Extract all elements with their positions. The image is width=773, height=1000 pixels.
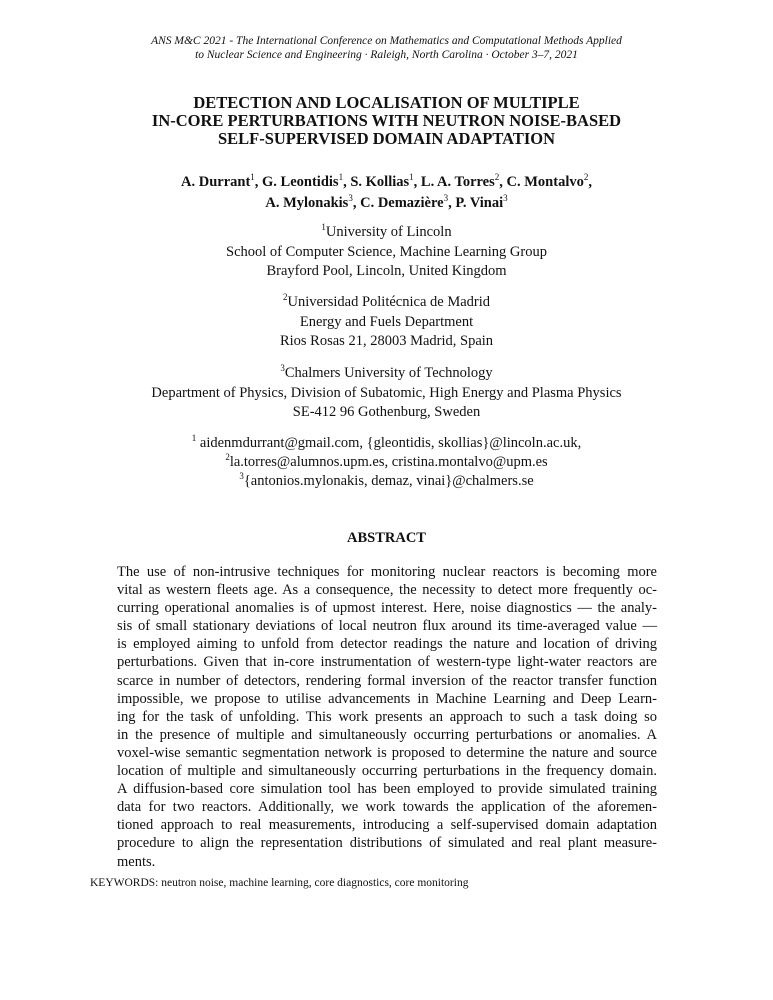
abstract-heading: ABSTRACT — [347, 530, 426, 546]
abstract-line: ing for the task of unfolding. This work presents an approach to such a task doing so — [117, 708, 657, 725]
email-aff-number: 1 — [191, 433, 197, 443]
abstract-line: scarce in number of detectors, rendering formal inversion of the reactor transfer function — [117, 672, 657, 689]
email-aff-number: 3 — [239, 471, 244, 481]
abstract-line: location of multiple and simultaneously occurring perturbations in the frequency domain. — [117, 763, 657, 780]
author-name: G. Leontidis — [262, 174, 339, 190]
abstract-line: A diffusion-based core simulation tool has been employed to provide simulated training — [117, 781, 657, 798]
affiliation-number: 3 — [280, 363, 285, 373]
abstract-line: data for two reactors. Additionally, we work towards the application of the aforemen- — [117, 799, 657, 816]
affiliation-1 — [0, 223, 773, 282]
title-line-1: DETECTION AND LOCALISATION OF MULTIPLE — [193, 93, 580, 112]
author-name: L. A. Torres — [420, 174, 495, 190]
abstract-line: tioned approach to real measurements, introducing a self-supervised domain adaptation — [117, 817, 657, 834]
author-name: C. Demazière — [360, 195, 444, 211]
author-aff: 1 — [409, 172, 414, 182]
email-line: aidenmdurrant@gmail.com, {gleontidis, skollias}@lincoln.ac.uk, — [196, 435, 582, 451]
affiliation-line: School of Computer Science, Machine Learning Group — [226, 243, 547, 260]
affiliation-line: University of Lincoln — [325, 224, 452, 240]
author-name: A. Mylonakis — [265, 195, 349, 211]
conference-line-2: to Nuclear Science and Engineering · Raleigh, North Carolina · October 3–7, 2021 — [195, 49, 578, 61]
author-aff: 3 — [443, 193, 449, 203]
abstract-line: vital as western fleets age. As a consequence, the necessity to detect more frequently oc- — [117, 582, 657, 599]
abstract-line: impossible, we propose to utilise advancements in Machine Learning and Deep Learn- — [117, 690, 657, 707]
email-list — [0, 434, 773, 491]
affiliation-line: Chalmers University of Technology — [284, 365, 493, 381]
abstract-line: is employed aiming to unfold from detector readings the nature and location of driving — [117, 636, 657, 653]
title-line-2: IN-CORE PERTURBATIONS WITH NEUTRON NOISE-BASED — [151, 111, 622, 130]
abstract-line: procedure to align the representation distributions of simulated and real plant measure- — [117, 835, 657, 852]
affiliation-3 — [0, 364, 773, 423]
affiliation-line: Energy and Fuels Department — [299, 313, 474, 330]
title-line-3: SELF-SUPERVISED DOMAIN ADAPTATION — [217, 129, 556, 148]
abstract-line: voxel-wise semantic segmentation network is proposed to determine the nature and source — [117, 744, 657, 761]
affiliation-number: 2 — [282, 292, 288, 302]
conference-header — [0, 34, 773, 62]
affiliation-line: Rios Rosas 21, 28003 Madrid, Spain — [279, 333, 494, 349]
author-list — [0, 172, 773, 214]
conference-line-1: ANS M&C 2021 - The International Conference on Mathematics and Computational Methods Applied — [151, 35, 622, 47]
paper-title — [0, 94, 773, 148]
author-name: C. Montalvo — [506, 174, 584, 190]
abstract-body — [117, 563, 657, 871]
abstract-line: in the presence of multiple and simultaneously occurring perturbations or anomalies. A — [117, 726, 657, 743]
affiliation-line: SE-412 96 Gothenburg, Sweden — [292, 404, 481, 420]
abstract-line: The use of non-intrusive techniques for monitoring nuclear reactors is becoming more — [117, 564, 657, 580]
abstract-line: ments. — [117, 853, 156, 870]
keywords: KEYWORDS: neutron noise, machine learning, core diagnostics, core monitoring — [90, 877, 469, 889]
affiliation-line: Department of Physics, Division of Subatomic, High Energy and Plasma Physics — [151, 384, 622, 401]
author-name: S. Kollias — [350, 174, 410, 190]
author-line-1: A. Durrant$^1$, G. Leontidis$^1$, S. Kollias$^1$, L. A. Torres$^2$, C. Montalvo$^2$, — [181, 172, 592, 190]
author-aff: 2 — [583, 172, 589, 182]
email-line: {antonios.mylonakis, demaz, vinai}@chalmers.se — [243, 473, 534, 489]
author-aff: 1 — [338, 172, 344, 182]
abstract-line: sis of small stationary deviations of local neutron flux around its time-averaged value — — [117, 618, 657, 635]
author-aff: 3 — [348, 193, 353, 203]
author-aff: 1 — [250, 172, 255, 182]
author-aff: 3 — [503, 193, 508, 203]
affiliation-number: 1 — [321, 222, 326, 232]
author-aff: 2 — [494, 172, 500, 182]
email-line: la.torres@alumnos.upm.es, cristina.montalvo@upm.es — [229, 454, 548, 470]
abstract-line: curring operational anomalies is of upmost interest. Here, noise diagnostics — the analy- — [117, 600, 657, 617]
author-line-2: A. Mylonakis$^3$, C. Demazière$^3$, P. Vinai$^3$ — [265, 193, 508, 211]
email-aff-number: 2 — [225, 452, 230, 462]
abstract-line: perturbations. Given that in-core instrumentation of western-type light-water reactors are — [117, 654, 657, 671]
author-name: P. Vinai — [455, 195, 504, 211]
affiliation-line: Universidad Politécnica de Madrid — [287, 294, 491, 310]
author-name: A. Durrant — [181, 174, 251, 190]
affiliation-line: Brayford Pool, Lincoln, United Kingdom — [266, 263, 507, 279]
affiliation-2 — [0, 293, 773, 352]
